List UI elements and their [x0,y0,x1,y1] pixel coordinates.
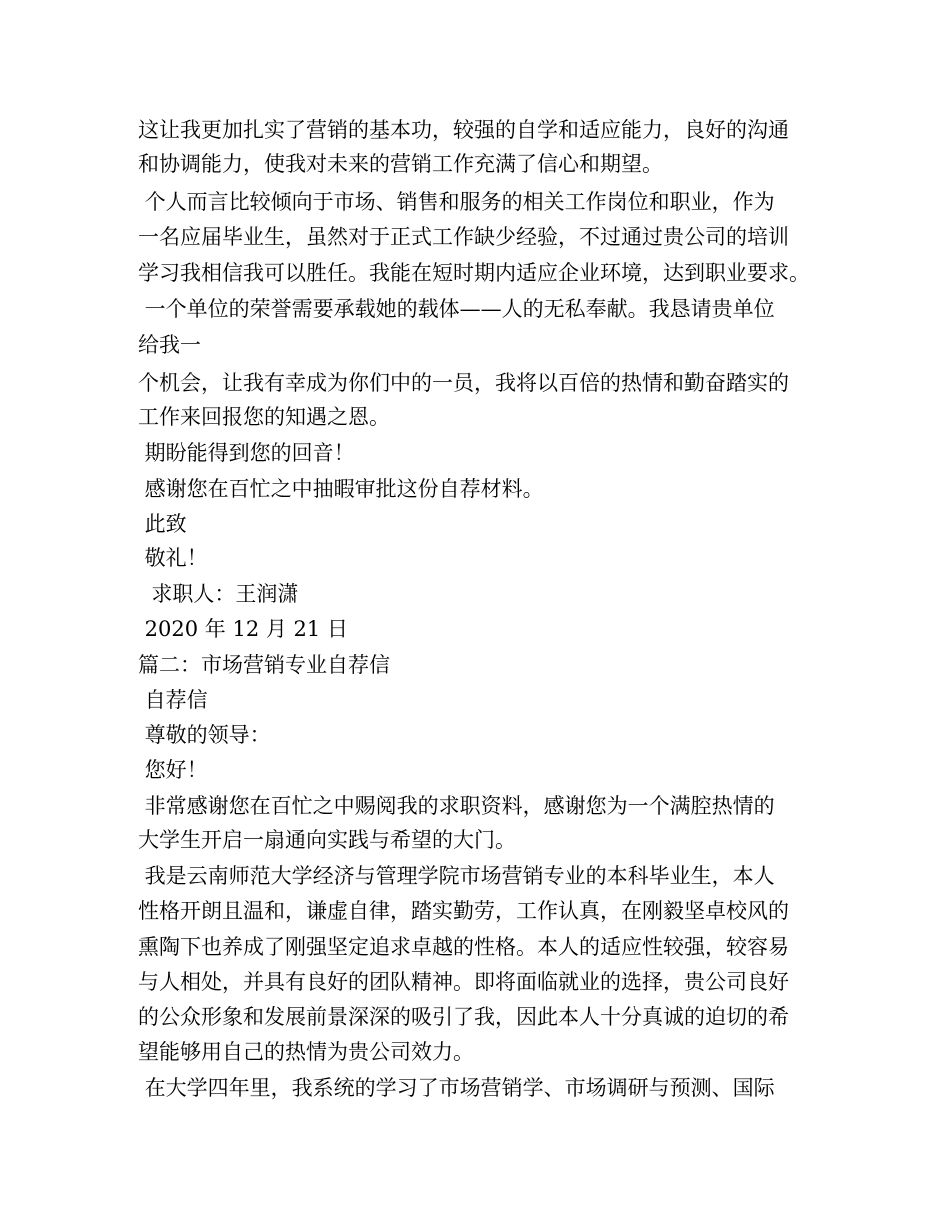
text-line: 期盼能得到您的回音！ [138,441,355,465]
text-line: 熏陶下也养成了刚强坚定追求卓越的性格。本人的适应性较强，较容易 [138,935,789,959]
text-line: 感谢您在百忙之中抽暇审批这份自荐材料。 [138,477,544,501]
text-line: 的公众形象和发展前景深深的吸引了我，因此本人十分真诚的迫切的希 [138,1005,789,1029]
text-line: 个机会，让我有幸成为你们中的一员，我将以百倍的热情和勤奋踏实的 [138,371,789,395]
text-line: 求职人：王润潇 [138,582,299,606]
text-line: 个人而言比较倾向于市场、销售和服务的相关工作岗位和职业，作为 [138,190,775,214]
text-line: 和协调能力，使我对未来的营销工作充满了信心和期望。 [138,152,663,176]
text-line: 此致 [138,512,187,536]
text-line: 在大学四年里，我系统的学习了市场营销学、市场调研与预测、国际 [138,1076,775,1100]
text-line: 给我一 [138,333,201,357]
text-line: 这让我更加扎实了营销的基本功，较强的自学和适应能力，良好的沟通 [138,118,789,142]
text-line: 大学生开启一扇通向实践与希望的大门。 [138,828,516,852]
text-line: 性格开朗且温和，谦虚自律，踏实勤劳，工作认真，在刚毅坚卓校风的 [138,899,789,923]
text-line: 2020 年 12 月 21 日 [138,617,348,641]
text-line: 一个单位的荣誉需要承载她的载体——人的无私奉献。我恳请贵单位 [138,297,775,321]
text-line: 尊敬的领导： [138,723,271,747]
section-heading: 篇二：市场营销专业自荐信 [138,653,390,677]
text-line: 非常感谢您在百忙之中赐阅我的求职资料，感谢您为一个满腔热情的 [138,794,775,818]
letter-title: 自荐信 [138,688,208,712]
text-line: 学习我相信我可以胜任。我能在短时期内适应企业环境，达到职业要求。 [138,261,810,285]
text-line: 工作来回报您的知遇之恩。 [138,405,390,429]
text-line: 您好！ [138,758,208,782]
text-line: 敬礼！ [138,546,208,570]
text-line: 我是云南师范大学经济与管理学院市场营销专业的本科毕业生，本人 [138,864,775,888]
text-line: 与人相处，并具有良好的团队精神。即将面临就业的选择，贵公司良好 [138,970,789,994]
text-line: 一名应届毕业生，虽然对于正式工作缺少经验，不过通过贵公司的培训 [138,225,789,249]
text-line: 望能够用自己的热情为贵公司效力。 [138,1040,474,1064]
